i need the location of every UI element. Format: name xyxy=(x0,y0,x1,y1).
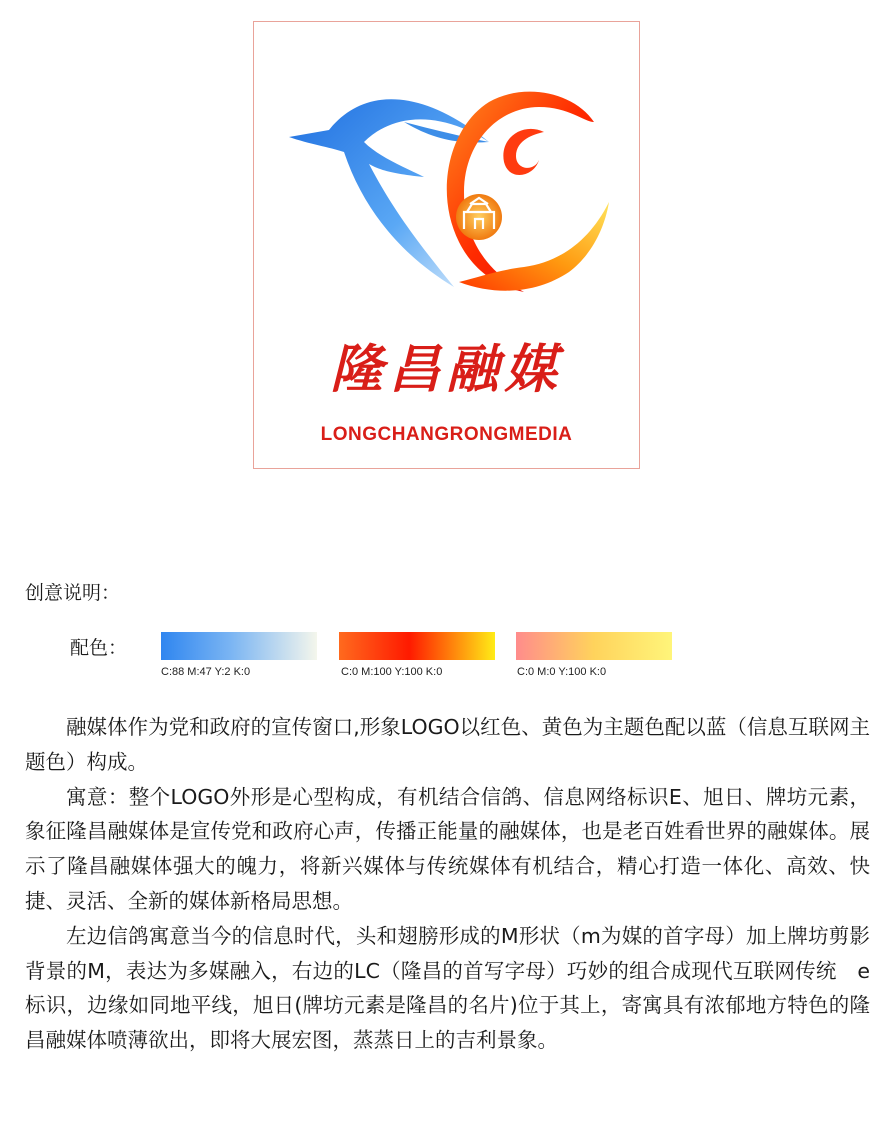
swatch-label-yellow: C:0 M:0 Y:100 K:0 xyxy=(517,666,607,678)
color-swatch-blue xyxy=(161,632,317,660)
color-swatch-red xyxy=(339,632,495,660)
paragraph-design-elements: 左边信鸽寓意当今的信息时代，头和翅膀形成的M形状（m为媒的首字母）加上牌坊剪影背景的M，表达为多媒融入，右边的LC（隆昌的首写字母）巧妙的组合成现代互联网传统 e 标识，边缘如同地平线，旭日(牌坊元素是隆昌的名片)位于其上，寄寓具有浓郁地方特色的隆昌融媒体喷薄欲出，即将大展宏图，蒸蒸日上的吉利景象。 xyxy=(25,923,891,1053)
paragraph-meaning: 寓意：整个LOGO外形是心型构成，有机结合信鸽、信息网络标识E、旭日、牌坊元素，象征隆昌融媒体是宣传党和政府心声，传播正能量的融媒体，也是老百姓看世界的融媒体。展示了隆昌融媒体强大的魄力，将新兴媒体与传统媒体有机结合，精心打造一体化、高效、快捷、灵活、全新的媒体新格局思想。 xyxy=(25,784,870,913)
swatch-label-red: C:0 M:100 Y:100 K:0 xyxy=(341,666,443,678)
description-body xyxy=(25,710,891,1058)
logo-emblem xyxy=(284,82,614,312)
palette-label: 配色： xyxy=(70,637,128,659)
paragraph-color-scheme: 融媒体作为党和政府的宣传窗口,形象LOGO以红色、黄色为主题色配以蓝（信息互联网主题色）构成。 xyxy=(25,715,870,774)
logo-english-name: LONGCHANGRONGMEDIA xyxy=(320,424,573,445)
logo-chinese-name: 隆昌融媒 xyxy=(330,339,563,400)
color-swatch-yellow xyxy=(516,632,672,660)
swatch-label-blue: C:88 M:47 Y:2 K:0 xyxy=(161,666,251,678)
section-title: 创意说明： xyxy=(25,582,121,604)
logo-frame xyxy=(253,21,640,469)
